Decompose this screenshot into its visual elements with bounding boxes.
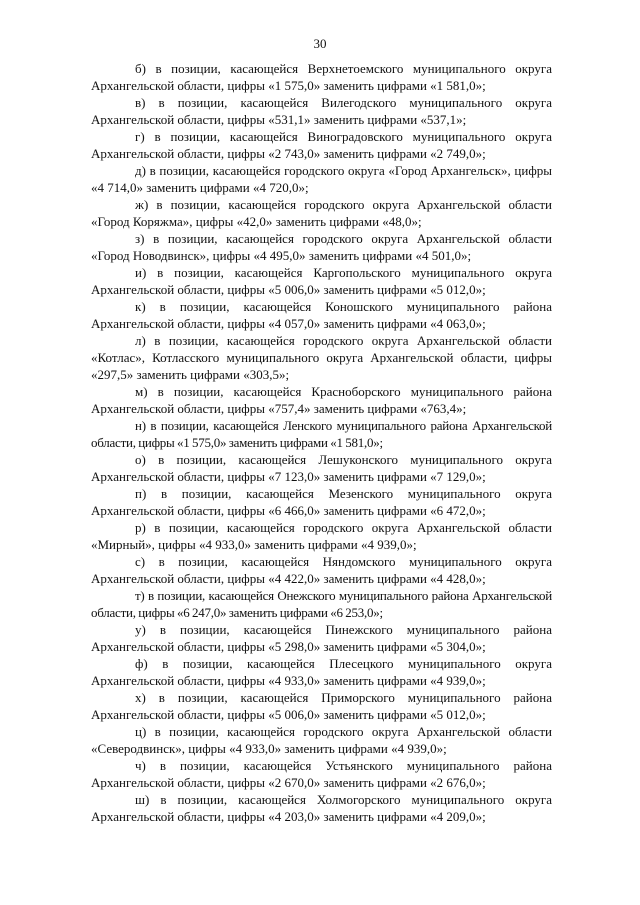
list-item-p: п) в позиции, касающейся Мезенского муниципального округа Архангельской области, цифры «6 466,0» заменить цифрами «6 472,0»; [91, 486, 552, 518]
list-item-n: н) в позиции, касающейся Ленского муниципального района Архангельской области, цифры «1 575,0» заменить цифрами «1 581,0»; [91, 418, 552, 450]
list-item-kh: х) в позиции, касающейся Приморского муниципального района Архангельской области, цифры «5 006,0» заменить цифрами «5 012,0»; [91, 690, 552, 722]
list-item-g: г) в позиции, касающейся Виноградовского муниципального округа Архангельской области, цифры «2 743,0» заменить цифрами «2 749,0»; [91, 129, 552, 161]
list-item-s: с) в позиции, касающейся Няндомского муниципального округа Архангельской области, цифры «4 422,0» заменить цифрами «4 428,0»; [91, 554, 552, 586]
list-item-r: р) в позиции, касающейся городского округа Архангельской области «Мирный», цифры «4 933,0» заменить цифрами «4 939,0»; [91, 520, 552, 552]
list-item-m: м) в позиции, касающейся Красноборского муниципального района Архангельской области, цифры «757,4» заменить цифрами «763,4»; [91, 384, 552, 416]
list-item-k: к) в позиции, касающейся Коношского муниципального района Архангельской области, цифры «4 057,0» заменить цифрами «4 063,0»; [91, 299, 552, 331]
list-item-l: л) в позиции, касающейся городского округа Архангельской области «Котлас», Котласского муниципального округа Архангельской области, цифры «297,5» заменить цифрами «303,5»; [91, 333, 552, 382]
list-item-o: о) в позиции, касающейся Лешуконского муниципального округа Архангельской области, цифры «7 123,0» заменить цифрами «7 129,0»; [91, 452, 552, 484]
page-number: 30 [313, 36, 327, 51]
list-item-ts: ц) в позиции, касающейся городского округа Архангельской области «Северодвинск», цифры «4 933,0» заменить цифрами «4 939,0»; [91, 724, 552, 756]
list-item-ch: ч) в позиции, касающейся Устьянского муниципального района Архангельской области, цифры «2 670,0» заменить цифрами «2 676,0»; [91, 758, 552, 790]
list-item-d: д) в позиции, касающейся городского округа «Город Архангельск», цифры «4 714,0» заменить цифрами «4 720,0»; [91, 163, 552, 195]
list-item-zh: ж) в позиции, касающейся городского округа Архангельской области «Город Коряжма», цифры «42,0» заменить цифрами «48,0»; [91, 197, 552, 229]
list-item-b: б) в позиции, касающейся Верхнетоемского муниципального округа Архангельской области, цифры «1 575,0» заменить цифрами «1 581,0»; [91, 61, 552, 93]
list-item-v: в) в позиции, касающейся Вилегодского муниципального округа Архангельской области, цифры «531,1» заменить цифрами «537,1»; [91, 95, 552, 127]
list-item-i: и) в позиции, касающейся Каргопольского муниципального округа Архангельской области, цифры «5 006,0» заменить цифрами «5 012,0»; [91, 265, 552, 297]
list-item-u: у) в позиции, касающейся Пинежского муниципального района Архангельской области, цифры «5 298,0» заменить цифрами «5 304,0»; [91, 622, 552, 654]
list-item-z: з) в позиции, касающейся городского округа Архангельской области «Город Новодвинск», цифры «4 495,0» заменить цифрами «4 501,0»; [91, 231, 552, 263]
document-body [91, 60, 552, 825]
list-item-t: т) в позиции, касающейся Онежского муниципального района Архангельской области, цифры «6 247,0» заменить цифрами «6 253,0»; [91, 588, 552, 620]
list-item-sh: ш) в позиции, касающейся Холмогорского муниципального округа Архангельской области, цифры «4 203,0» заменить цифрами «4 209,0»; [91, 792, 552, 824]
list-item-f: ф) в позиции, касающейся Плесецкого муниципального округа Архангельской области, цифры «4 933,0» заменить цифрами «4 939,0»; [91, 656, 552, 688]
